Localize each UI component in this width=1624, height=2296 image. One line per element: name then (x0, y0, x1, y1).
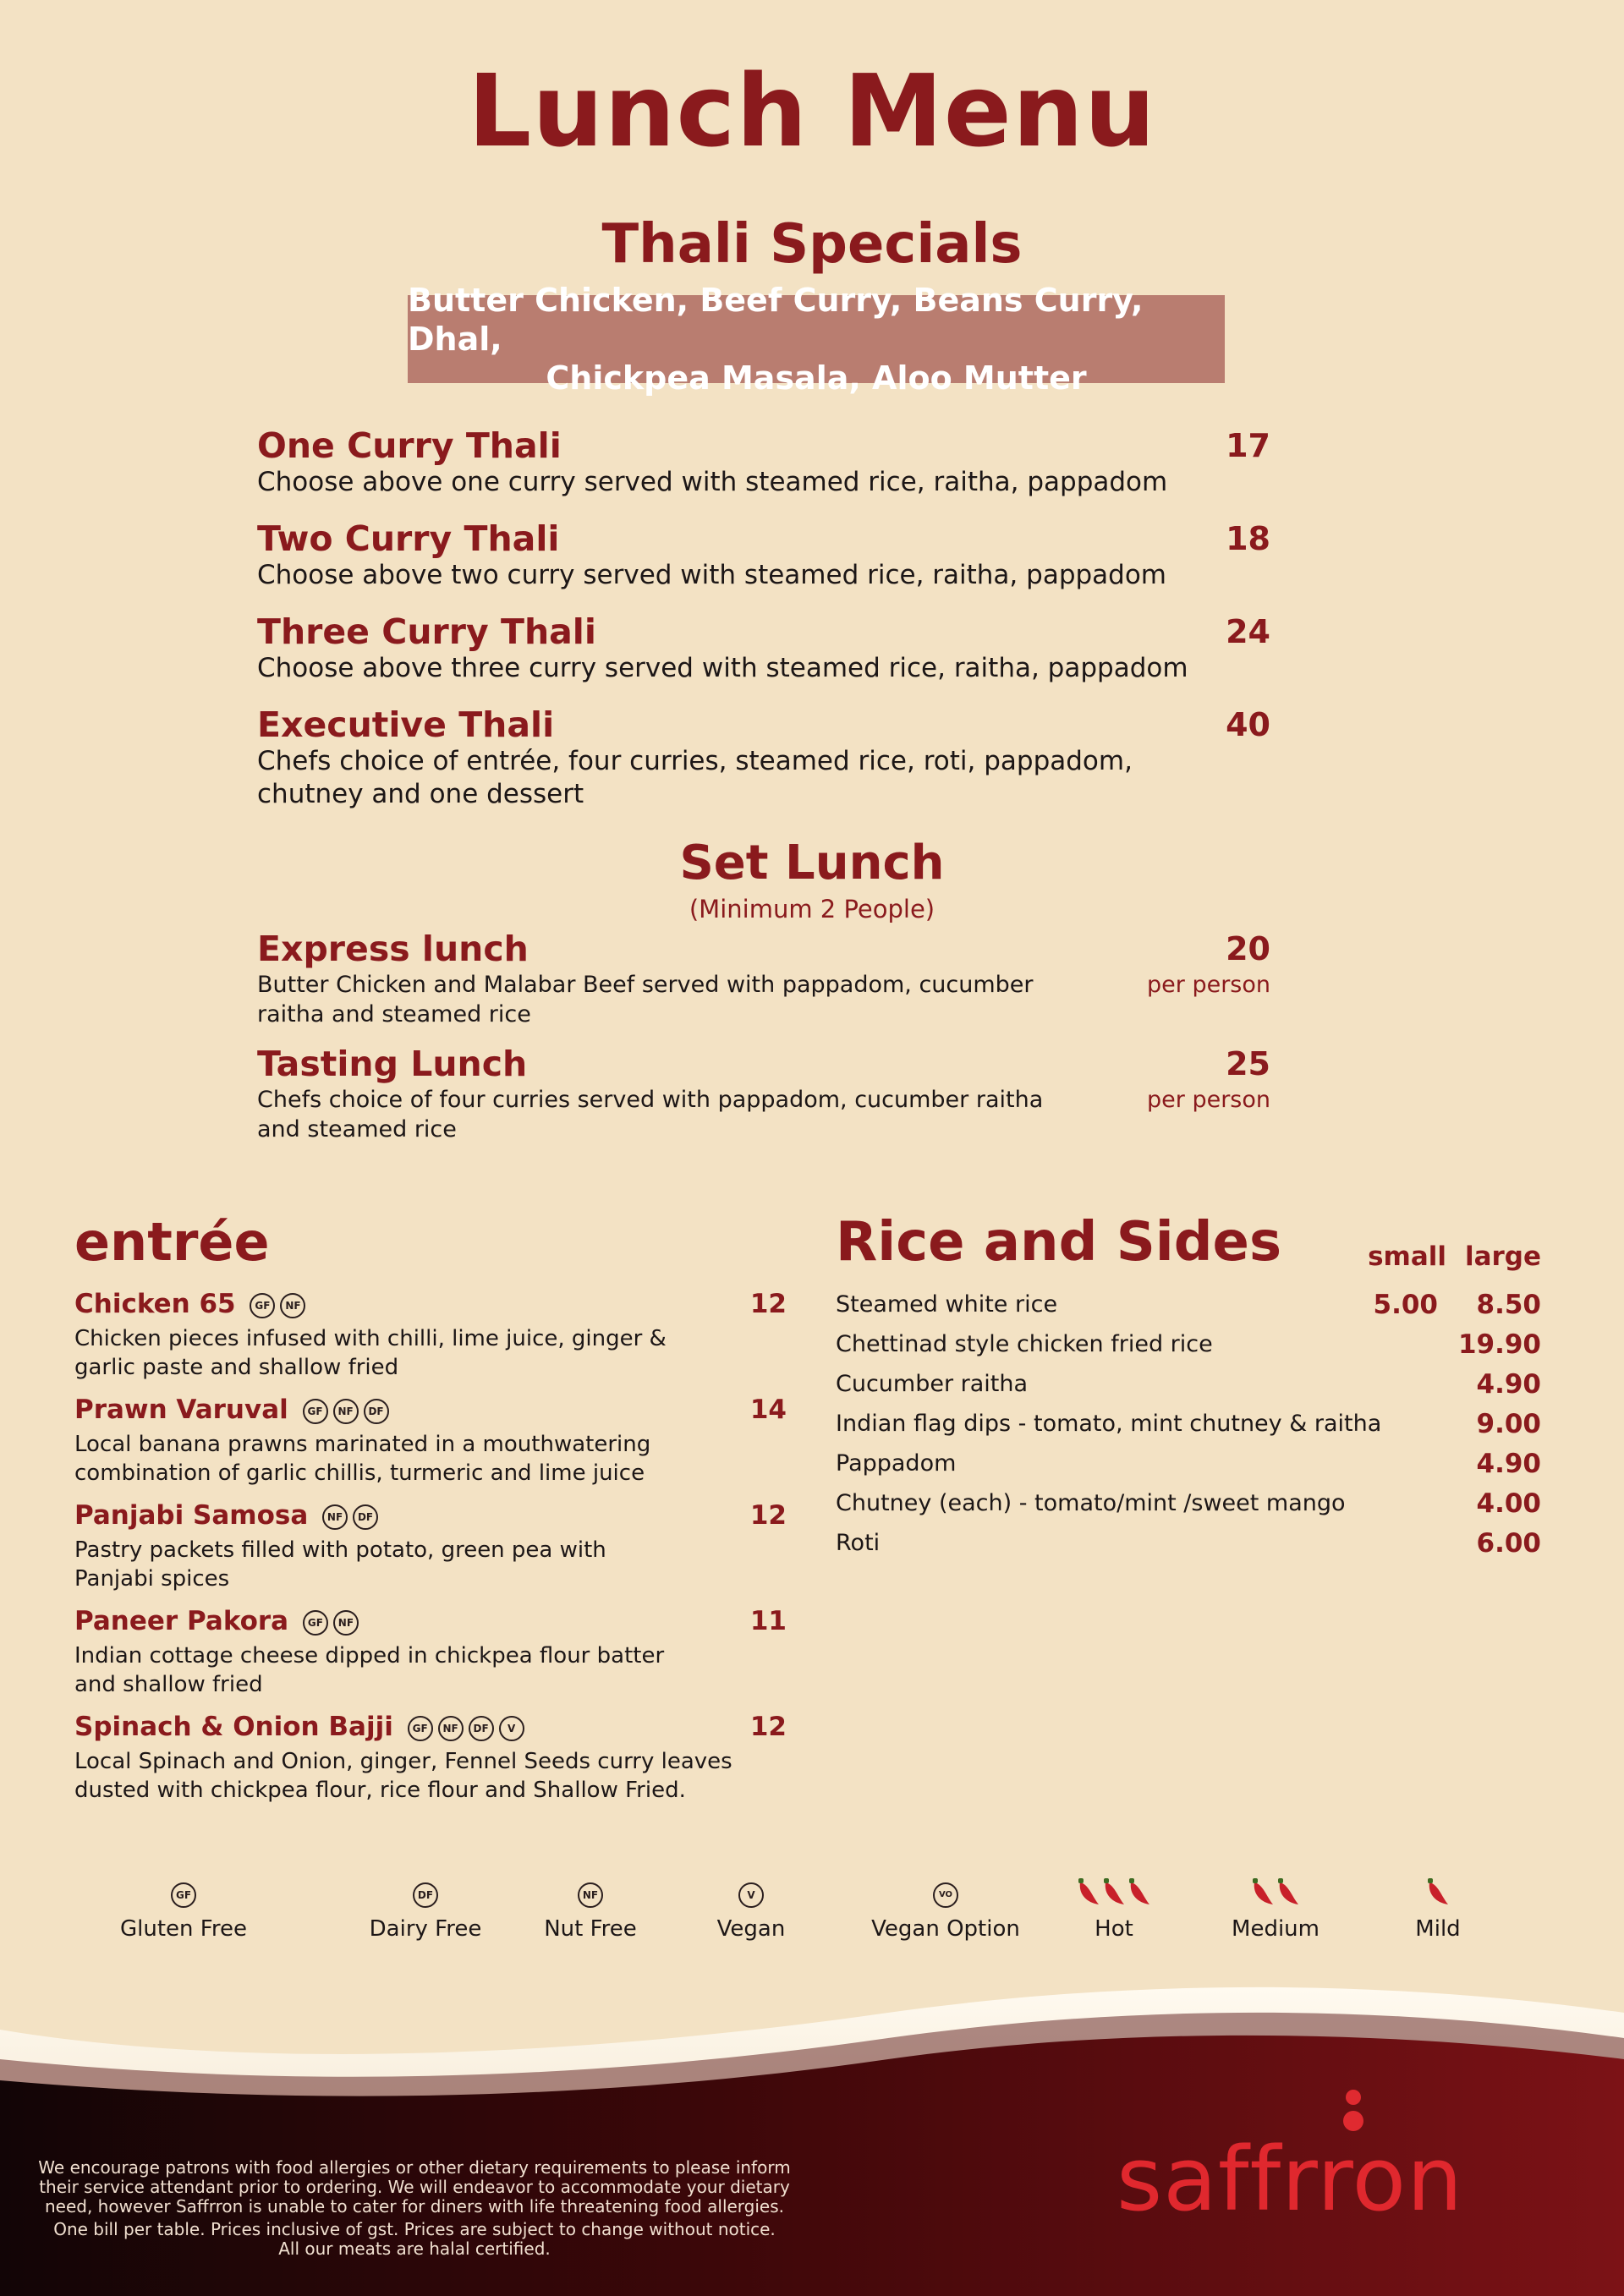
side-item-name: Cucumber raitha (836, 1371, 1029, 1397)
vegan-option-icon: VO (933, 1882, 958, 1908)
saffrron-logo: saffrron (1116, 2128, 1464, 2231)
entree-item-description: Indian cottage cheese dipped in chickpea flour batter (74, 1643, 665, 1669)
entree-item (74, 1395, 389, 1425)
thali-item-price: 18 (1226, 520, 1270, 557)
entree-item (74, 1712, 524, 1742)
set-lunch-subheading: (Minimum 2 People) (689, 895, 935, 923)
entree-item (74, 1289, 305, 1319)
nut-free-icon: NF (322, 1504, 348, 1530)
thali-item-name: Executive Thali (257, 704, 555, 745)
thali-item-price: 40 (1226, 706, 1270, 743)
thali-item-description: Choose above one curry served with steamed rice, raitha, pappadom (257, 467, 1168, 497)
set-lunch-item-description: and steamed rice (257, 1116, 457, 1143)
legend-label: Vegan (716, 1916, 786, 1942)
gluten-free-icon: GF (303, 1610, 328, 1636)
gluten-free-icon: GF (303, 1399, 328, 1424)
footer-line: need, however Saffrron is unable to cater for diners with life threatening food allergies. (44, 2196, 785, 2217)
set-lunch-item-description: raitha and steamed rice (257, 1001, 531, 1027)
side-item-large-price: 6.00 (1476, 1528, 1541, 1559)
thali-item-name: Two Curry Thali (257, 518, 560, 559)
vegan-icon: V (499, 1716, 524, 1741)
entree-heading: entrée (74, 1211, 270, 1273)
side-item-name: Indian flag dips - tomato, mint chutney & raitha (836, 1411, 1382, 1437)
side-item-large-price: 19.90 (1457, 1329, 1541, 1360)
gluten-free-icon: GF (408, 1716, 433, 1741)
nut-free-icon: NF (578, 1882, 603, 1908)
legend-label: Medium (1232, 1916, 1320, 1942)
legend-label: Hot (1095, 1916, 1133, 1942)
thali-item-description: Choose above two curry served with steamed rice, raitha, pappadom (257, 560, 1167, 590)
thali-item-description: Chefs choice of entrée, four curries, steamed rice, roti, pappadom, (257, 746, 1133, 776)
side-item-name: Steamed white rice (836, 1291, 1058, 1318)
dairy-free-icon: DF (364, 1399, 389, 1424)
thali-specials-heading: Thali Specials (601, 213, 1023, 276)
legend-label: Gluten Free (120, 1916, 247, 1942)
legend-label: Vegan Option (871, 1916, 1020, 1942)
entree-item-description: and shallow fried (74, 1672, 263, 1697)
side-item-large-price: 4.90 (1476, 1369, 1541, 1400)
entree-item-name: Spinach & Onion Bajji (74, 1712, 393, 1742)
legend-label: Dairy Free (369, 1916, 482, 1942)
set-lunch-item-description: Chefs choice of four curries served with pappadom, cucumber raitha (257, 1087, 1044, 1113)
entree-item-description: Local Spinach and Onion, ginger, Fennel Seeds curry leaves (74, 1749, 732, 1774)
entree-item-name: Panjabi Samosa (74, 1500, 309, 1531)
side-item-name: Chutney (each) - tomato/mint /sweet mango (836, 1490, 1346, 1516)
menu-title: Lunch Menu (468, 52, 1156, 169)
side-item-large-price: 9.00 (1476, 1409, 1541, 1439)
per-person-label: per person (1147, 972, 1270, 998)
entree-item-description: Chicken pieces infused with chilli, lime juice, ginger & (74, 1326, 667, 1351)
footer-line: One bill per table. Prices inclusive of gst. Prices are subject to change without notice. (53, 2219, 776, 2239)
thali-curries-line: Butter Chicken, Beef Curry, Beans Curry, Dhal, (408, 282, 1144, 358)
thali-item-price: 17 (1226, 427, 1270, 464)
thali-curries-line: Chickpea Masala, Aloo Mutter (546, 359, 1087, 397)
dairy-free-icon: DF (353, 1504, 378, 1530)
entree-item (74, 1500, 378, 1531)
thali-curries-banner (408, 282, 1225, 397)
set-lunch-item-name: Express lunch (257, 929, 529, 969)
thali-item-name: Three Curry Thali (257, 611, 596, 652)
set-lunch-item-price: 25 (1226, 1045, 1270, 1082)
side-item-name: Roti (836, 1530, 881, 1556)
legend-label: Mild (1415, 1916, 1461, 1942)
entree-item-description: dusted with chickpea flour, rice flour and Shallow Fried. (74, 1778, 686, 1803)
thali-item-price: 24 (1226, 613, 1270, 650)
entree-item (74, 1606, 359, 1636)
nut-free-icon: NF (438, 1716, 464, 1741)
dairy-free-icon: DF (469, 1716, 494, 1741)
entree-item-name: Chicken 65 (74, 1289, 236, 1319)
small-column-header: small (1368, 1241, 1446, 1272)
legend-label: Nut Free (544, 1916, 637, 1942)
entree-item-description: Panjabi spices (74, 1566, 230, 1592)
set-lunch-heading: Set Lunch (679, 836, 945, 890)
two-chili-icon (1248, 1876, 1303, 1910)
footer-line: their service attendant prior to ordering. We will endeavor to accommodate your dietary (39, 2177, 790, 2197)
side-item-small-price: 5.00 (1373, 1290, 1438, 1320)
nut-free-icon: NF (333, 1610, 359, 1636)
set-lunch-item-name: Tasting Lunch (257, 1044, 528, 1084)
thali-item-description: Choose above three curry served with steamed rice, raitha, pappadom (257, 653, 1188, 683)
entree-item-description: Pastry packets filled with potato, green pea with (74, 1537, 606, 1563)
footer-notice (34, 2158, 795, 2259)
side-item-name: Pappadom (836, 1450, 957, 1477)
rice-and-sides-heading: Rice and Sides (836, 1211, 1282, 1274)
set-lunch-item-price: 20 (1226, 930, 1270, 967)
gluten-free-icon: GF (171, 1882, 196, 1908)
entree-item-price: 12 (749, 1712, 787, 1742)
entree-item-description: combination of garlic chillis, turmeric and lime juice (74, 1460, 645, 1486)
entree-item-name: Prawn Varuval (74, 1395, 288, 1425)
entree-item-price: 12 (749, 1500, 787, 1531)
entree-item-description: garlic paste and shallow fried (74, 1355, 399, 1380)
one-chili-icon (1423, 1876, 1453, 1910)
entree-item-price: 11 (749, 1606, 787, 1636)
entree-item-name: Paneer Pakora (74, 1606, 289, 1636)
thali-item-description: chutney and one dessert (257, 779, 584, 809)
entree-item-description: Local banana prawns marinated in a mouthwatering (74, 1432, 651, 1457)
dairy-free-icon: DF (413, 1882, 438, 1908)
three-chili-icon (1073, 1876, 1155, 1910)
mild-chili-icon (1336, 1876, 1539, 1913)
thali-item-name: One Curry Thali (257, 425, 562, 466)
side-item-large-price: 4.00 (1476, 1488, 1541, 1519)
entree-item-price: 14 (749, 1395, 787, 1425)
footer-line: All our meats are halal certified. (278, 2238, 551, 2259)
per-person-label: per person (1147, 1087, 1270, 1113)
footer-line: We encourage patrons with food allergies or other dietary requirements to please inform (38, 2157, 791, 2178)
entree-item-price: 12 (749, 1289, 787, 1319)
vegan-icon: V (738, 1882, 764, 1908)
large-column-header: large (1464, 1241, 1541, 1272)
set-lunch-item-description: Butter Chicken and Malabar Beef served with pappadom, cucumber (257, 972, 1034, 998)
side-item-large-price: 8.50 (1476, 1290, 1541, 1320)
side-item-name: Chettinad style chicken fried rice (836, 1331, 1213, 1357)
nut-free-icon: NF (333, 1399, 359, 1424)
side-item-large-price: 4.90 (1476, 1449, 1541, 1479)
nut-free-icon: NF (280, 1293, 305, 1318)
gluten-free-icon: GF (250, 1293, 275, 1318)
